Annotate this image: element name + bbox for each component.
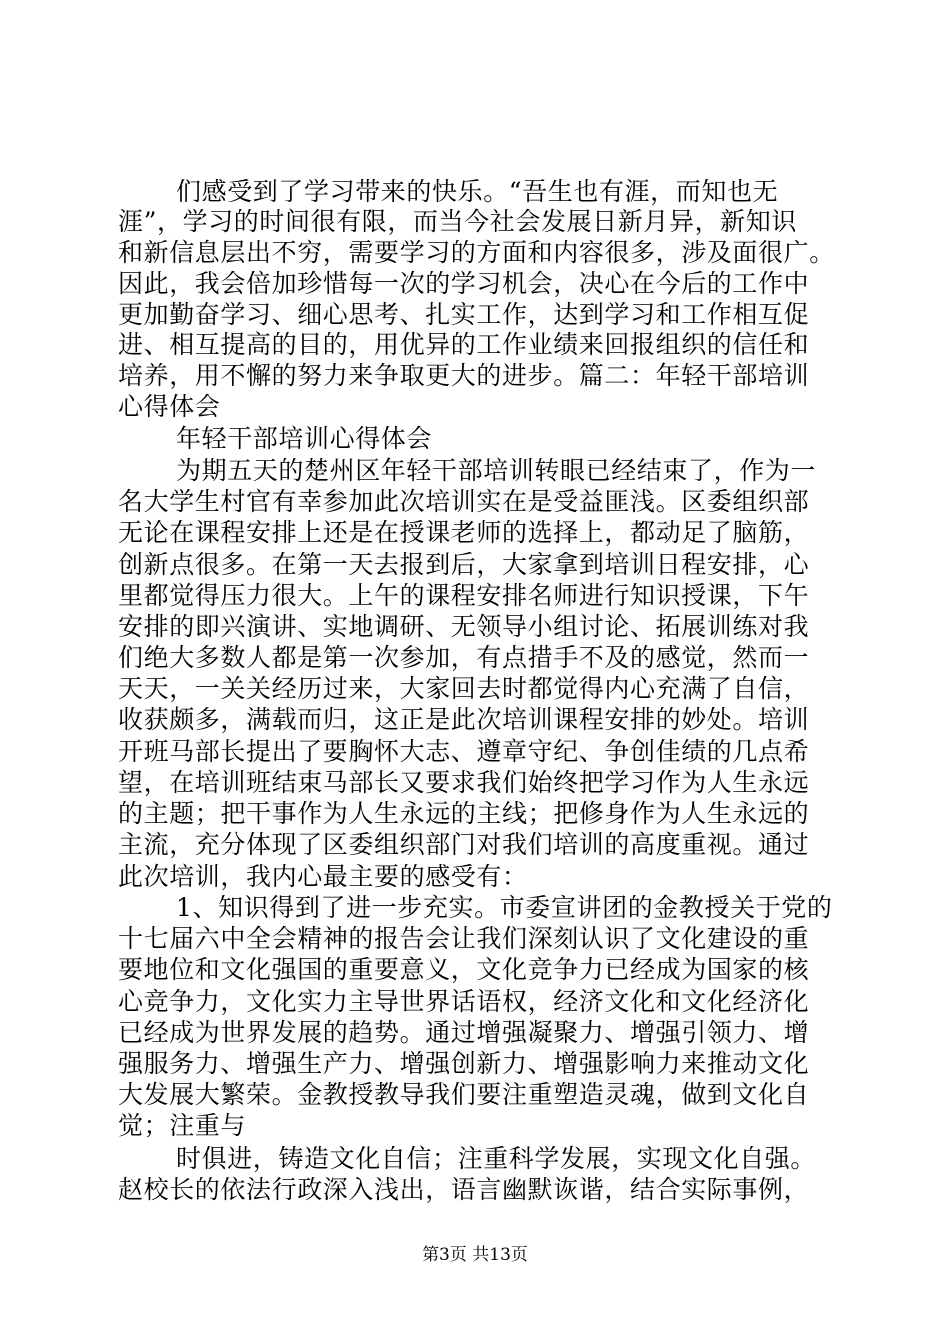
text-line: 1、知识得到了进一步充实。市委宣讲团的金教授关于党的: [176, 893, 833, 922]
text-line: 的主题；把干事作为人生永远的主线；把修身作为人生永远的: [118, 799, 810, 828]
text-line: 觉；注重与: [118, 1111, 247, 1140]
text-line: 十七届六中全会精神的报告会让我们深刻认识了文化建设的重: [118, 924, 810, 953]
text-line: 已经成为世界发展的趋势。通过增强凝聚力、增强引领力、增: [118, 1018, 810, 1047]
text-line: 收获颇多，满载而归，这正是此次培训课程安排的妙处。培训: [118, 705, 810, 734]
text-line: 要地位和文化强国的重要意义，文化竞争力已经成为国家的核: [118, 955, 810, 984]
text-line: 创新点很多。在第一天去报到后，大家拿到培训日程安排，心: [118, 550, 810, 579]
text-line: 名大学生村官有幸参加此次培训实在是受益匪浅。区委组织部: [118, 487, 810, 516]
text-line: 望，在培训班结束马部长又要求我们始终把学习作为人生永远: [118, 768, 810, 797]
text-line: 为期五天的楚州区年轻干部培训转眼已经结束了，作为一: [176, 456, 817, 485]
text-line: 们绝大多数人都是第一次参加，有点措手不及的感觉，然而一: [118, 643, 810, 672]
text-line: 此次培训，我内心最主要的感受有：: [118, 862, 528, 891]
text-line: 天天，一关关经历过来，大家回去时都觉得内心充满了自信，: [118, 674, 810, 703]
text-line: 进、相互提高的目的，用优异的工作业绩来回报组织的信任和: [118, 330, 810, 359]
text-line: 因此，我会倍加珍惜每一次的学习机会，决心在今后的工作中: [118, 269, 810, 298]
text-line: 们感受到了学习带来的快乐。“吾生也有涯，而知也无: [176, 177, 779, 206]
text-line: 主流，充分体现了区委组织部门对我们培训的高度重视。通过: [118, 830, 810, 859]
page-footer: 第3页 共13页: [422, 1245, 528, 1265]
text-line: 涯”，学习的时间很有限，而当今社会发展日新月异，新知识: [118, 207, 797, 236]
text-line: 时俱进，铸造文化自信；注重科学发展，实现文化自强。: [176, 1144, 817, 1173]
text-line: 赵校长的依法行政深入浅出，语言幽默诙谐，结合实际事例，: [118, 1175, 810, 1204]
text-line: 强服务力、增强生产力、增强创新力、增强影响力来推动文化: [118, 1049, 810, 1078]
text-line: 更加勤奋学习、细心思考、扎实工作，达到学习和工作相互促: [118, 300, 810, 329]
text-line: 心得体会: [118, 392, 221, 421]
text-line: 无论在课程安排上还是在授课老师的选择上，都动足了脑筋，: [118, 518, 810, 547]
text-line: 大发展大繁荣。金教授教导我们要注重塑造灵魂，做到文化自: [118, 1080, 810, 1109]
text-line: 和新信息层出不穷，需要学习的方面和内容很多，涉及面很广。: [118, 238, 835, 267]
text-line: 里都觉得压力很大。上午的课程安排名师进行知识授课，下午: [118, 581, 810, 610]
text-line: 开班马部长提出了要胸怀大志、遵章守纪、争创佳绩的几点希: [118, 737, 810, 766]
text-line: 安排的即兴演讲、实地调研、无领导小组讨论、拓展训练对我: [118, 612, 810, 641]
text-line: 心竞争力，文化实力主导世界话语权，经济文化和文化经济化: [118, 987, 810, 1016]
text-line: 培养，用不懈的努力来争取更大的进步。篇二：年轻干部培训: [118, 361, 810, 390]
text-line: 年轻干部培训心得体会: [176, 424, 433, 453]
